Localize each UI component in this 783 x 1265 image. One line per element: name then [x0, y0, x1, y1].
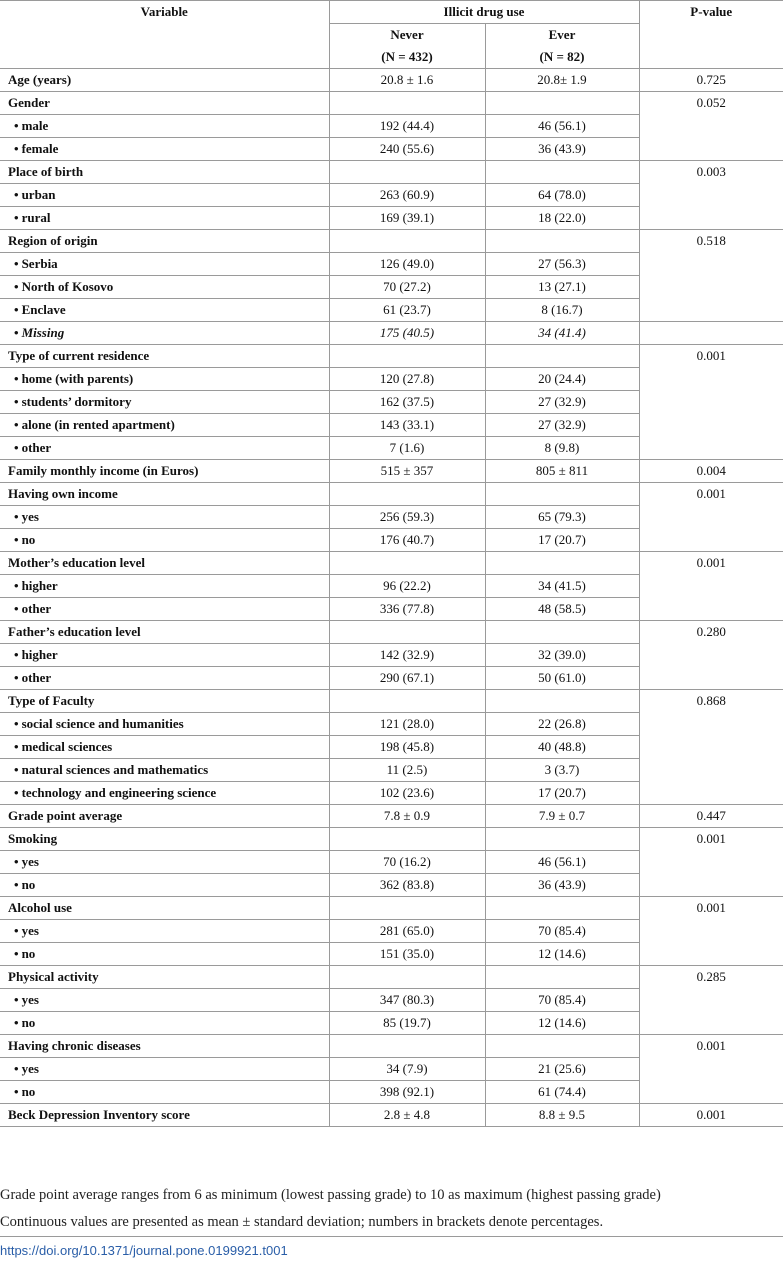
bullet-icon: •	[14, 440, 19, 455]
row-label-text: other	[21, 601, 52, 616]
row-label-text: alone (in rented apartment)	[21, 417, 175, 432]
cell-never: 362 (83.8)	[329, 874, 485, 897]
table-row	[0, 69, 783, 92]
row-sublabel	[0, 299, 329, 322]
row-label	[0, 690, 329, 713]
bullet-icon: •	[14, 854, 19, 869]
cell-never: 11 (2.5)	[329, 759, 485, 782]
cell-never: 176 (40.7)	[329, 529, 485, 552]
row-label-text: Family monthly income (in Euros)	[8, 463, 199, 478]
cell-ever	[485, 1035, 639, 1058]
cell-p-value: 0.447	[639, 805, 783, 828]
cell-ever: 805 ± 811	[485, 460, 639, 483]
cell-never: 85 (19.7)	[329, 1012, 485, 1035]
cell-never: 290 (67.1)	[329, 667, 485, 690]
cell-ever	[485, 161, 639, 184]
row-label-text: higher	[21, 578, 58, 593]
table-row	[0, 805, 783, 828]
row-sublabel	[0, 414, 329, 437]
row-label-text: Beck Depression Inventory score	[8, 1107, 190, 1122]
cell-ever: 27 (32.9)	[485, 414, 639, 437]
footnote-continuous: Continuous values are presented as mean ± standard deviation; numbers in brackets denote percentages.	[0, 1214, 604, 1230]
row-label	[0, 1104, 329, 1127]
cell-ever: 64 (78.0)	[485, 184, 639, 207]
cell-ever: 20.8± 1.9	[485, 69, 639, 92]
header-ever-label: Ever	[548, 27, 576, 42]
bullet-icon: •	[14, 1015, 19, 1030]
table-row	[0, 483, 783, 506]
bullet-icon: •	[14, 256, 19, 271]
cell-never: 7 (1.6)	[329, 437, 485, 460]
cell-p-value: 0.285	[639, 966, 783, 1035]
cell-never: 336 (77.8)	[329, 598, 485, 621]
cell-ever: 65 (79.3)	[485, 506, 639, 529]
cell-p-value: 0.001	[639, 897, 783, 966]
row-label-text: Alcohol use	[8, 900, 72, 915]
cell-p-value: 0.001	[639, 552, 783, 621]
row-sublabel	[0, 713, 329, 736]
bullet-icon: •	[14, 141, 19, 156]
cell-ever: 7.9 ± 0.7	[485, 805, 639, 828]
row-label-text: yes	[21, 854, 39, 869]
cell-ever: 27 (56.3)	[485, 253, 639, 276]
cell-never	[329, 483, 485, 506]
row-label	[0, 552, 329, 575]
row-label	[0, 230, 329, 253]
row-label-text: male	[21, 118, 49, 133]
cell-ever	[485, 966, 639, 989]
bullet-icon: •	[14, 325, 19, 340]
bullet-icon: •	[14, 785, 19, 800]
cell-never: 121 (28.0)	[329, 713, 485, 736]
row-label-text: medical sciences	[21, 739, 113, 754]
row-sublabel	[0, 368, 329, 391]
cell-never: 398 (92.1)	[329, 1081, 485, 1104]
header-illicit-drug-use: Illicit drug use	[329, 1, 639, 24]
cell-p-value: 0.004	[639, 460, 783, 483]
row-sublabel	[0, 115, 329, 138]
row-label	[0, 828, 329, 851]
cell-never: 34 (7.9)	[329, 1058, 485, 1081]
row-sublabel	[0, 437, 329, 460]
row-label-text: Age (years)	[8, 72, 72, 87]
row-label-text: Enclave	[21, 302, 66, 317]
cell-p-value: 0.052	[639, 92, 783, 161]
row-sublabel	[0, 575, 329, 598]
row-sublabel	[0, 598, 329, 621]
header-p-value: P-value	[639, 1, 783, 69]
cell-p-value: 0.001	[639, 483, 783, 552]
row-label-text: other	[21, 670, 52, 685]
row-sublabel	[0, 1058, 329, 1081]
cell-never	[329, 966, 485, 989]
row-label-text: rural	[21, 210, 51, 225]
row-sublabel	[0, 920, 329, 943]
cell-never: 126 (49.0)	[329, 253, 485, 276]
bullet-icon: •	[14, 716, 19, 731]
cell-p-value: 0.001	[639, 1104, 783, 1127]
cell-ever: 17 (20.7)	[485, 529, 639, 552]
row-sublabel	[0, 184, 329, 207]
row-label-text: Type of Faculty	[8, 693, 95, 708]
bullet-icon: •	[14, 670, 19, 685]
row-sublabel	[0, 989, 329, 1012]
row-label-text: Region of origin	[8, 233, 98, 248]
cell-never: 515 ± 357	[329, 460, 485, 483]
row-sublabel	[0, 322, 329, 345]
bullet-icon: •	[14, 279, 19, 294]
row-sublabel	[0, 943, 329, 966]
cell-ever	[485, 345, 639, 368]
bullet-icon: •	[14, 578, 19, 593]
cell-never	[329, 621, 485, 644]
row-sublabel	[0, 138, 329, 161]
bullet-icon: •	[14, 992, 19, 1007]
cell-never: 61 (23.7)	[329, 299, 485, 322]
table-row	[0, 230, 783, 253]
bullet-icon: •	[14, 302, 19, 317]
cell-ever: 21 (25.6)	[485, 1058, 639, 1081]
table-row	[0, 690, 783, 713]
bullet-icon: •	[14, 394, 19, 409]
row-label-text: female	[21, 141, 59, 156]
cell-never	[329, 345, 485, 368]
bullet-icon: •	[14, 371, 19, 386]
row-label-text: Smoking	[8, 831, 58, 846]
table-footnotes	[0, 1182, 783, 1236]
cell-never	[329, 161, 485, 184]
table-row	[0, 345, 783, 368]
table-row	[0, 552, 783, 575]
cell-never: 198 (45.8)	[329, 736, 485, 759]
row-label-text: Gender	[8, 95, 50, 110]
row-label	[0, 161, 329, 184]
cell-never: 162 (37.5)	[329, 391, 485, 414]
cell-p-value	[639, 322, 783, 345]
row-label-text: Physical activity	[8, 969, 99, 984]
cell-never: 263 (60.9)	[329, 184, 485, 207]
bullet-icon: •	[14, 509, 19, 524]
cell-never	[329, 92, 485, 115]
row-label-text: Grade point average	[8, 808, 123, 823]
row-label-text: higher	[21, 647, 58, 662]
row-label-text: other	[21, 440, 52, 455]
row-label-text: no	[21, 877, 36, 892]
cell-ever: 40 (48.8)	[485, 736, 639, 759]
row-label-text: students’ dormitory	[21, 394, 132, 409]
doi-link[interactable]: https://doi.org/10.1371/journal.pone.0199921.t001	[0, 1243, 288, 1258]
cell-ever	[485, 690, 639, 713]
cell-never	[329, 690, 485, 713]
cell-never: 143 (33.1)	[329, 414, 485, 437]
bullet-icon: •	[14, 923, 19, 938]
bullet-icon: •	[14, 1084, 19, 1099]
row-sublabel	[0, 667, 329, 690]
row-label	[0, 92, 329, 115]
header-variable: Variable	[0, 1, 329, 69]
row-label-text: Father’s education level	[8, 624, 141, 639]
row-label-text: Mother’s education level	[8, 555, 145, 570]
row-label-text: natural sciences and mathematics	[21, 762, 209, 777]
cell-ever: 8 (16.7)	[485, 299, 639, 322]
row-label-text: North of Kosovo	[21, 279, 114, 294]
table-row	[0, 92, 783, 115]
table-row	[0, 897, 783, 920]
cell-ever: 27 (32.9)	[485, 391, 639, 414]
cell-p-value: 0.001	[639, 1035, 783, 1104]
bullet-icon: •	[14, 1061, 19, 1076]
row-label	[0, 460, 329, 483]
cell-never	[329, 828, 485, 851]
cell-ever: 8.8 ± 9.5	[485, 1104, 639, 1127]
row-sublabel	[0, 207, 329, 230]
cell-p-value: 0.280	[639, 621, 783, 690]
table-row	[0, 966, 783, 989]
row-sublabel	[0, 391, 329, 414]
cell-never: 102 (23.6)	[329, 782, 485, 805]
bullet-icon: •	[14, 647, 19, 662]
cell-ever: 8 (9.8)	[485, 437, 639, 460]
cell-ever: 22 (26.8)	[485, 713, 639, 736]
cell-never: 281 (65.0)	[329, 920, 485, 943]
cell-ever: 46 (56.1)	[485, 115, 639, 138]
row-label-text: home (with parents)	[21, 371, 134, 386]
cell-ever	[485, 483, 639, 506]
row-label-text: no	[21, 532, 36, 547]
cell-p-value: 0.725	[639, 69, 783, 92]
cell-p-value: 0.001	[639, 828, 783, 897]
cell-ever: 12 (14.6)	[485, 943, 639, 966]
row-sublabel	[0, 506, 329, 529]
row-sublabel	[0, 253, 329, 276]
row-label	[0, 805, 329, 828]
cell-never: 240 (55.6)	[329, 138, 485, 161]
row-sublabel	[0, 782, 329, 805]
cell-ever: 36 (43.9)	[485, 874, 639, 897]
bullet-icon: •	[14, 210, 19, 225]
cell-p-value: 0.868	[639, 690, 783, 805]
row-label-text: yes	[21, 1061, 39, 1076]
cell-p-value: 0.001	[639, 345, 783, 460]
cell-ever	[485, 92, 639, 115]
cell-ever	[485, 552, 639, 575]
row-sublabel	[0, 736, 329, 759]
row-label	[0, 69, 329, 92]
row-sublabel	[0, 874, 329, 897]
cell-never: 142 (32.9)	[329, 644, 485, 667]
row-label-text: no	[21, 946, 36, 961]
table-row	[0, 1104, 783, 1127]
row-label	[0, 1035, 329, 1058]
table-row	[0, 460, 783, 483]
cell-ever	[485, 621, 639, 644]
row-sublabel	[0, 851, 329, 874]
cell-never: 169 (39.1)	[329, 207, 485, 230]
cell-p-value: 0.518	[639, 230, 783, 322]
row-label-text: urban	[21, 187, 56, 202]
row-label-text: no	[21, 1084, 36, 1099]
cell-never: 70 (16.2)	[329, 851, 485, 874]
row-label-text: yes	[21, 509, 39, 524]
cell-never	[329, 230, 485, 253]
row-label-text: Having own income	[8, 486, 118, 501]
footnote-gpa: Grade point average ranges from 6 as minimum (lowest passing grade) to 10 as maximum (highest passing grade)	[0, 1187, 661, 1203]
cell-ever: 12 (14.6)	[485, 1012, 639, 1035]
cell-ever: 70 (85.4)	[485, 920, 639, 943]
cell-ever: 3 (3.7)	[485, 759, 639, 782]
cell-ever: 18 (22.0)	[485, 207, 639, 230]
row-sublabel	[0, 644, 329, 667]
cell-ever: 46 (56.1)	[485, 851, 639, 874]
cell-never: 151 (35.0)	[329, 943, 485, 966]
row-sublabel	[0, 1012, 329, 1035]
row-label	[0, 483, 329, 506]
cell-never: 347 (80.3)	[329, 989, 485, 1012]
footer-divider	[0, 1236, 783, 1237]
bullet-icon: •	[14, 187, 19, 202]
header-never-label: Never	[390, 27, 424, 42]
row-label	[0, 621, 329, 644]
cell-never	[329, 1035, 485, 1058]
cell-ever: 48 (58.5)	[485, 598, 639, 621]
cell-never: 256 (59.3)	[329, 506, 485, 529]
cell-ever: 61 (74.4)	[485, 1081, 639, 1104]
cell-ever: 34 (41.5)	[485, 575, 639, 598]
header-never-n: (N = 432)	[381, 49, 433, 64]
row-label-text: yes	[21, 923, 39, 938]
row-label-text: Place of birth	[8, 164, 84, 179]
row-label	[0, 345, 329, 368]
row-sublabel	[0, 276, 329, 299]
header-ever-n: (N = 82)	[539, 49, 585, 64]
row-label-text: Serbia	[21, 256, 58, 271]
bullet-icon: •	[14, 739, 19, 754]
row-label	[0, 897, 329, 920]
cell-never: 2.8 ± 4.8	[329, 1104, 485, 1127]
bullet-icon: •	[14, 417, 19, 432]
cell-ever: 36 (43.9)	[485, 138, 639, 161]
row-sublabel	[0, 529, 329, 552]
bullet-icon: •	[14, 946, 19, 961]
table-row	[0, 1035, 783, 1058]
cell-never: 175 (40.5)	[329, 322, 485, 345]
cell-ever	[485, 828, 639, 851]
bullet-icon: •	[14, 118, 19, 133]
table-row	[0, 322, 783, 345]
cell-never: 96 (22.2)	[329, 575, 485, 598]
cell-ever	[485, 897, 639, 920]
bullet-icon: •	[14, 762, 19, 777]
row-sublabel	[0, 1081, 329, 1104]
cell-ever: 13 (27.1)	[485, 276, 639, 299]
row-label	[0, 966, 329, 989]
row-label-text: social science and humanities	[21, 716, 184, 731]
cell-ever: 34 (41.4)	[485, 322, 639, 345]
row-label-text: technology and engineering science	[21, 785, 217, 800]
table-row	[0, 161, 783, 184]
row-sublabel	[0, 759, 329, 782]
table-row	[0, 621, 783, 644]
bullet-icon: •	[14, 601, 19, 616]
bullet-icon: •	[14, 877, 19, 892]
cell-never	[329, 897, 485, 920]
table-body	[0, 69, 783, 1127]
cell-never: 192 (44.4)	[329, 115, 485, 138]
cell-ever: 50 (61.0)	[485, 667, 639, 690]
cell-never: 70 (27.2)	[329, 276, 485, 299]
cell-never	[329, 552, 485, 575]
row-label-text: yes	[21, 992, 39, 1007]
cell-ever: 70 (85.4)	[485, 989, 639, 1012]
row-label-text: Having chronic diseases	[8, 1038, 141, 1053]
header-never	[329, 24, 485, 69]
cell-never: 120 (27.8)	[329, 368, 485, 391]
table-row	[0, 828, 783, 851]
cell-ever	[485, 230, 639, 253]
row-label-text: no	[21, 1015, 36, 1030]
row-label-text: Type of current residence	[8, 348, 150, 363]
bullet-icon: •	[14, 532, 19, 547]
header-ever	[485, 24, 639, 69]
cell-p-value: 0.003	[639, 161, 783, 230]
cell-ever: 17 (20.7)	[485, 782, 639, 805]
row-label-text: Missing	[21, 325, 65, 340]
cell-ever: 20 (24.4)	[485, 368, 639, 391]
cell-never: 20.8 ± 1.6	[329, 69, 485, 92]
cell-never: 7.8 ± 0.9	[329, 805, 485, 828]
cell-ever: 32 (39.0)	[485, 644, 639, 667]
